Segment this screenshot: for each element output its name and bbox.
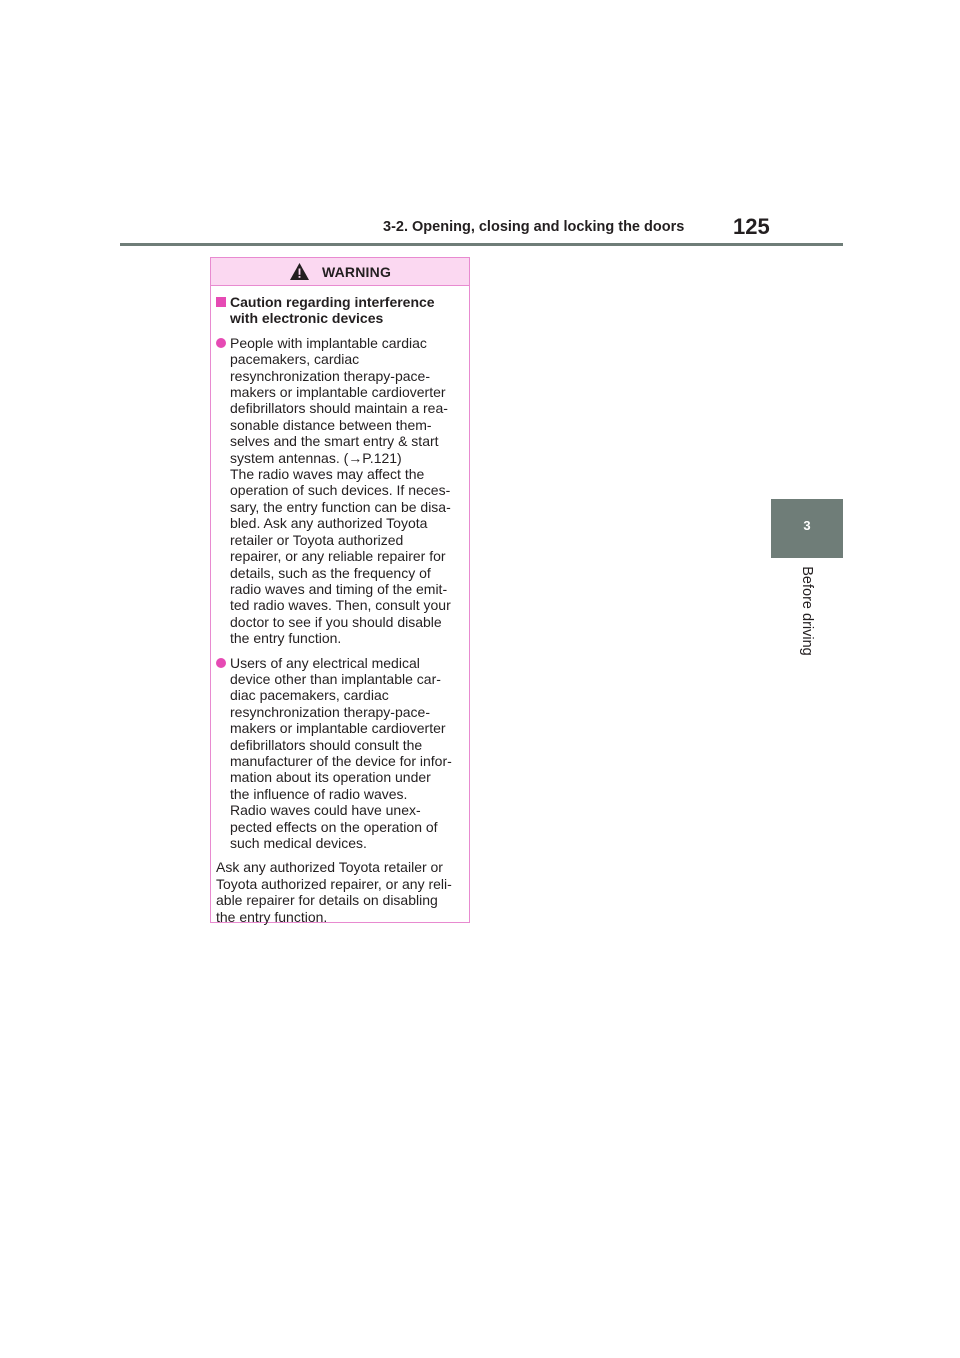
warning-title: WARNING xyxy=(321,263,392,280)
warning-body xyxy=(211,286,469,925)
header-rule xyxy=(120,243,843,246)
page-number: 125 xyxy=(733,214,770,239)
warning-triangle-icon xyxy=(289,262,310,281)
chapter-tab xyxy=(771,499,843,558)
warning-heading-text: Caution regarding interference with electronic devices xyxy=(230,294,435,327)
chapter-number: 3 xyxy=(803,518,811,533)
warning-item-text: People with implantable cardiac pacemakers, cardiac resynchronization therapy-pace- makers or implantable cardioverter defibrillators should maintain a rea- sonable distance between them- selves and the smart entry & start system antennas. (→P.121) The radio waves may affect the operation of such devices. If neces- sary, the entry function can be disa- bled. Ask any authorized Toyota retailer or Toyota authorized repairer, or any reliable repairer for details, such as the frequency of radio waves and timing of the emit- ted radio waves. Then, consult your doctor to see if you should disable the entry function. xyxy=(230,334,451,647)
section-title: 3-2. Opening, closing and locking the doors xyxy=(383,219,685,235)
warning-item xyxy=(216,655,469,852)
warning-heading xyxy=(216,294,469,327)
warning-closing-text: Ask any authorized Toyota retailer or Toyota authorized repairer, or any reli- able repairer for details on disabling the entry function. xyxy=(216,859,452,925)
chapter-title: Before driving xyxy=(799,566,815,656)
round-bullet-icon xyxy=(216,658,226,668)
warning-box xyxy=(210,257,470,923)
warning-item-text: Users of any electrical medical device other than implantable car- diac pacemakers, cardiac resynchronization therapy-pace- makers or implantable cardioverter defibrillators should consult the manufacturer of the device for infor- mation about its operation under the influence of radio waves. Radio waves could have unex- pected effects on the operation of such medical devices. xyxy=(230,654,452,851)
warning-item xyxy=(216,335,469,647)
square-bullet-icon xyxy=(216,297,226,307)
warning-header xyxy=(211,258,469,286)
round-bullet-icon xyxy=(216,338,226,348)
